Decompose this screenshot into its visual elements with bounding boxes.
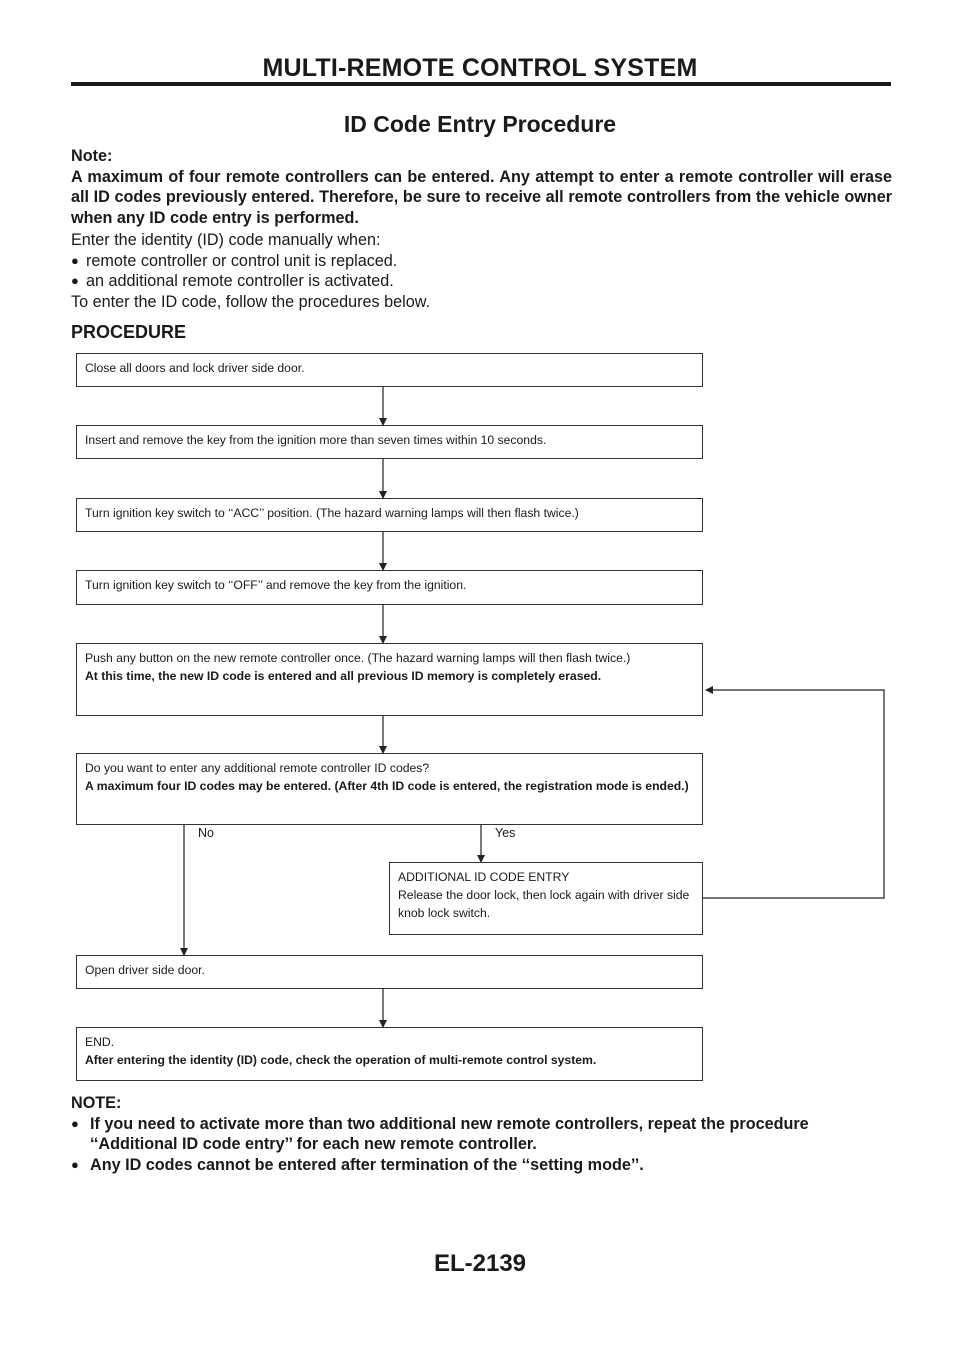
intro-closing: To enter the ID code, follow the procedures below. [71, 292, 431, 311]
step-box: Push any button on the new remote controller once. (The hazard warning lamps will then flash twice.) At this time, the new ID code is entered and all previous ID memory is completely erased. [76, 643, 703, 716]
branch-label-yes: Yes [495, 826, 516, 840]
procedure-title: PROCEDURE [71, 322, 187, 342]
note-label: Note: [71, 147, 113, 165]
bullet-icon: ● [71, 252, 79, 268]
bullet-icon: ● [71, 1115, 79, 1131]
decision-box: Do you want to enter any additional remote controller ID codes? A maximum four ID codes may be entered. (After 4th ID code is entered, the registration mode is ended.) [76, 753, 703, 825]
note2-label: NOTE: [71, 1094, 122, 1112]
step-box: Close all doors and lock driver side door. [76, 353, 703, 387]
step-box: Insert and remove the key from the ignition more than seven times within 10 seconds. [76, 425, 703, 459]
additional-entry-box: ADDITIONAL ID CODE ENTRY Release the door lock, then lock again with driver side knob lock switch. [389, 862, 703, 935]
page-number: EL-2139 [433, 1250, 527, 1277]
bullet-text: Any ID codes cannot be entered after termination of the ‘‘setting mode’’. [90, 1155, 644, 1174]
note-text: A maximum of four remote controllers can be entered. Any attempt to enter a remote controller will erase all ID codes previously entered. Therefore, be sure to receive all remote controllers from the vehicle owner when any ID code entry is performed. [71, 167, 892, 227]
bullet-text: If you need to activate more than two additional new remote controllers, repeat the procedure ‘‘Additional ID code entry’’ for each new remote controller. [90, 1114, 809, 1153]
bullet-text: an additional remote controller is activated. [86, 272, 394, 290]
running-header: MULTI-REMOTE CONTROL SYSTEM [262, 54, 698, 82]
note2-bullet-item [71, 1155, 892, 1176]
step-box: Turn ignition key switch to ‘‘OFF’’ and remove the key from the ignition. [76, 570, 703, 605]
end-box: END. After entering the identity (ID) code, check the operation of multi-remote control system. [76, 1027, 703, 1081]
intro-lead: Enter the identity (ID) code manually when: [71, 231, 381, 249]
bullet-icon: ● [71, 273, 79, 288]
note2-bullet-item [71, 1114, 892, 1155]
step-box: Open driver side door. [76, 955, 703, 989]
arrow-loop-back [703, 690, 884, 898]
bullet-icon: ● [71, 1156, 79, 1172]
step-box: Turn ignition key switch to ‘‘ACC’’ position. (The hazard warning lamps will then flash twice.) [76, 498, 703, 532]
section-title: ID Code Entry Procedure [343, 111, 617, 137]
bullet-text: remote controller or control unit is replaced. [86, 251, 398, 270]
final-note [71, 1093, 892, 1175]
branch-label-no: No [198, 826, 214, 840]
